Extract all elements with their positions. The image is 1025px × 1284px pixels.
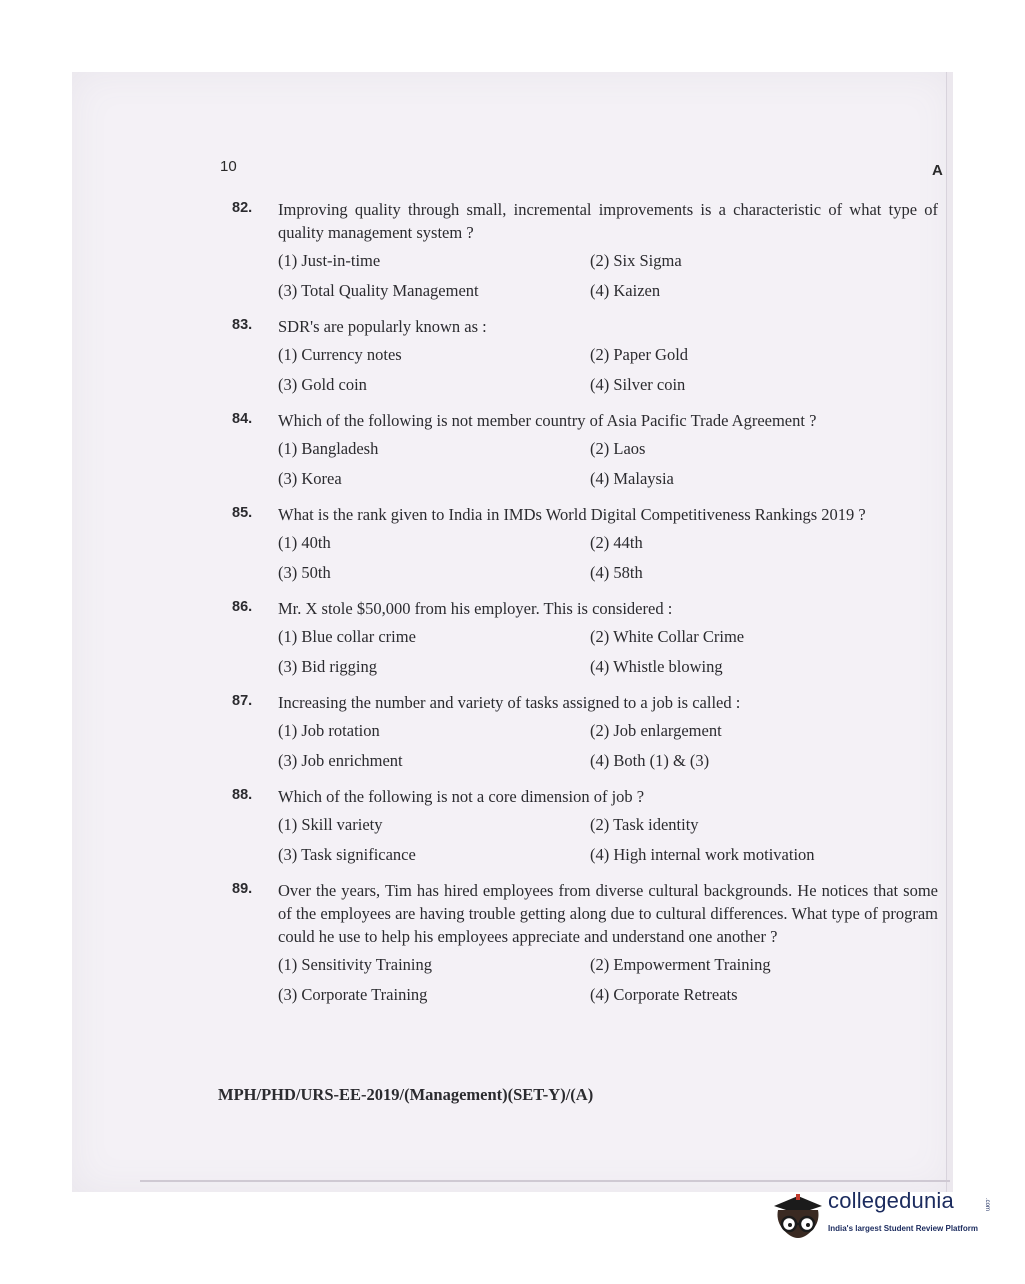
option-grid [278,438,938,490]
option-3: (3) Gold coin [278,375,367,394]
page-edge [946,72,953,1192]
option-2: (2) Laos [590,439,646,458]
brand-name: collegedunia [828,1188,954,1213]
option-3: (3) Corporate Training [278,985,428,1004]
option-2: (2) Job enlargement [590,721,722,740]
option-1: (1) Sensitivity Training [278,955,433,974]
question-text: Increasing the number and variety of tasks assigned to a job is called : [278,693,741,712]
option-3: (3) Job enrichment [278,751,403,770]
question-text: Mr. X stole $50,000 from his employer. This is considered : [278,599,673,618]
set-letter: A [932,162,943,179]
option-2: (2) Task identity [590,815,699,834]
question-number: 85. [232,505,253,521]
option-4: (4) 58th [590,563,643,582]
option-4: (4) Kaizen [590,281,661,300]
brand-domain-suffix: .com [984,1198,990,1212]
question-text: SDR's are popularly known as : [278,317,487,336]
question-89 [232,879,938,1006]
question-number: 83. [232,317,253,333]
question-86 [232,597,938,678]
option-grid [278,954,938,1006]
question-84 [232,409,938,490]
question-number: 82. [232,200,253,216]
question-88 [232,785,938,866]
option-1: (1) Blue collar crime [278,627,416,646]
question-list [232,198,938,1019]
brand-tagline: India's largest Student Review Platform [828,1224,978,1233]
option-grid [278,532,938,584]
page-number: 10 [220,158,237,175]
question-number: 86. [232,599,253,615]
option-grid [278,720,938,772]
option-grid [278,344,938,396]
option-1: (1) Bangladesh [278,439,379,458]
question-number: 84. [232,411,253,427]
option-4: (4) Silver coin [590,375,686,394]
option-2: (2) Paper Gold [590,345,689,364]
mascot-icon [768,1184,828,1246]
option-3: (3) Bid rigging [278,657,377,676]
option-3: (3) Total Quality Management [278,281,479,300]
collegedunia-watermark [768,1182,998,1248]
question-number: 88. [232,787,253,803]
option-4: (4) High internal work motivation [590,845,815,864]
option-grid [278,626,938,678]
option-4: (4) Both (1) & (3) [590,751,710,770]
question-number: 89. [232,881,253,897]
option-2: (2) 44th [590,533,643,552]
exam-code: MPH/PHD/URS-EE-2019/(Management)(SET-Y)/(A) [218,1085,594,1104]
question-85 [232,503,938,584]
question-number: 87. [232,693,253,709]
question-text: Which of the following is not a core dimension of job ? [278,787,645,806]
option-4: (4) Malaysia [590,469,674,488]
question-text: Improving quality through small, incremental improvements is a characteristic of what type of quality management system ? [278,200,938,242]
option-2: (2) Six Sigma [590,251,682,270]
option-4: (4) Corporate Retreats [590,985,738,1004]
option-grid [278,250,938,302]
question-text: Over the years, Tim has hired employees from diverse cultural backgrounds. He notices that some of the employees are having trouble getting along due to cultural differences. What type of program could he use to help his employees appreciate and understand one another ? [278,881,938,946]
question-text: What is the rank given to India in IMDs World Digital Competitiveness Rankings 2019 ? [278,505,866,524]
option-1: (1) 40th [278,533,331,552]
option-1: (1) Job rotation [278,721,380,740]
question-82 [232,198,938,302]
option-3: (3) 50th [278,563,331,582]
option-2: (2) Empowerment Training [590,955,771,974]
option-2: (2) White Collar Crime [590,627,745,646]
option-3: (3) Task significance [278,845,416,864]
question-83 [232,315,938,396]
option-4: (4) Whistle blowing [590,657,723,676]
option-1: (1) Just-in-time [278,251,381,270]
question-text: Which of the following is not member country of Asia Pacific Trade Agreement ? [278,411,817,430]
option-1: (1) Currency notes [278,345,402,364]
option-3: (3) Korea [278,469,342,488]
option-grid [278,814,938,866]
question-87 [232,691,938,772]
option-1: (1) Skill variety [278,815,383,834]
